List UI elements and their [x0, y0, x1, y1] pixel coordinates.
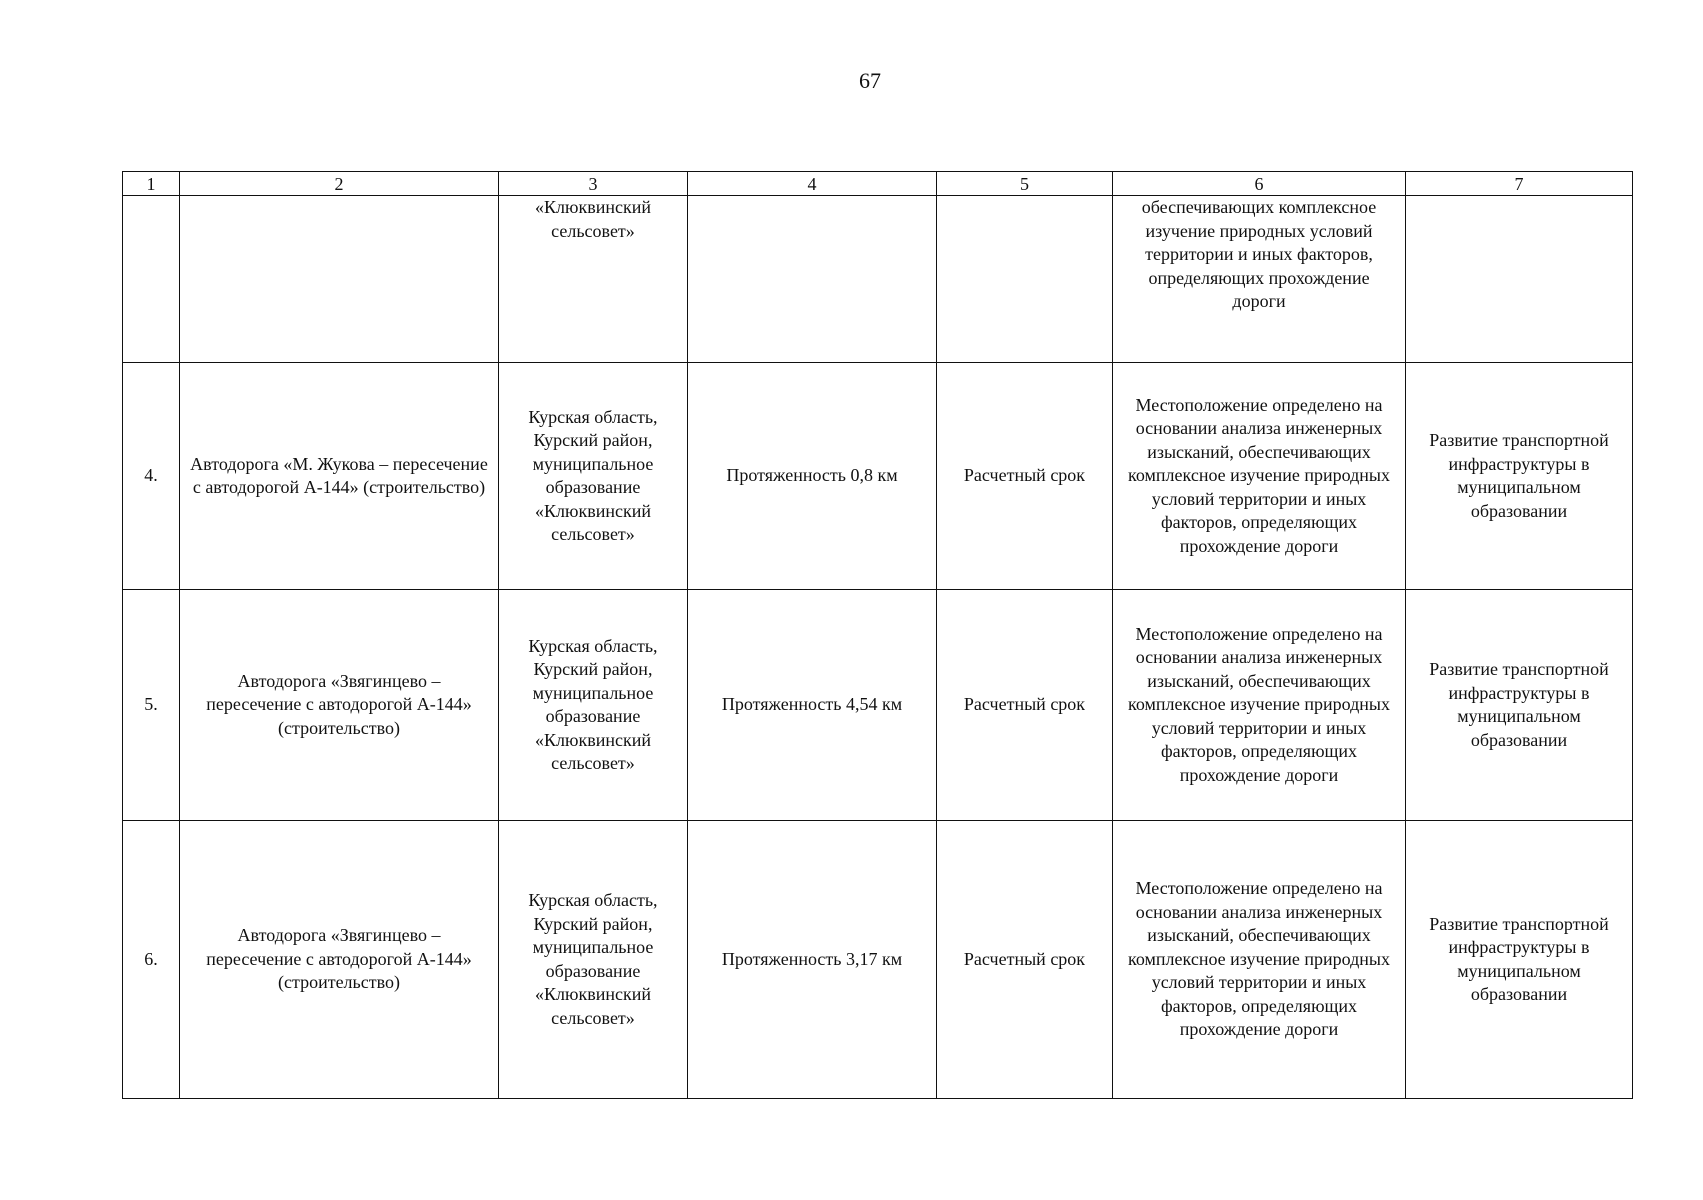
col-header-5: 5	[937, 172, 1113, 196]
planning-table	[122, 171, 1633, 1099]
cell-name: Автодорога «М. Жукова – пересечение с автодорогой А-144» (строительство)	[180, 363, 499, 590]
cell-purpose	[1406, 196, 1633, 363]
continuation-row	[123, 196, 1633, 363]
cell-num: 4.	[123, 363, 180, 590]
cell-name	[180, 196, 499, 363]
col-header-2: 2	[180, 172, 499, 196]
header-row	[123, 172, 1633, 196]
cell-name: Автодорога «Звягинцево – пересечение с автодорогой А-144» (строительство)	[180, 590, 499, 821]
cell-location: «Клюквинский сельсовет»	[499, 196, 688, 363]
cell-location: Курская область, Курский район, муниципальное образование «Клюквинский сельсовет»	[499, 590, 688, 821]
cell-term	[937, 196, 1113, 363]
cell-purpose: Развитие транспортной инфраструктуры в муниципальном образовании	[1406, 821, 1633, 1099]
cell-purpose: Развитие транспортной инфраструктуры в муниципальном образовании	[1406, 363, 1633, 590]
col-header-4: 4	[688, 172, 937, 196]
table-row	[123, 821, 1633, 1099]
cell-num: 5.	[123, 590, 180, 821]
table-row	[123, 590, 1633, 821]
cell-characteristic: Протяженность 4,54 км	[688, 590, 937, 821]
cell-characteristic: Протяженность 0,8 км	[688, 363, 937, 590]
cell-location: Курская область, Курский район, муниципальное образование «Клюквинский сельсовет»	[499, 363, 688, 590]
cell-num: 6.	[123, 821, 180, 1099]
cell-num	[123, 196, 180, 363]
cell-name: Автодорога «Звягинцево – пересечение с автодорогой А-144» (строительство)	[180, 821, 499, 1099]
col-header-7: 7	[1406, 172, 1633, 196]
page-number: 67	[859, 68, 881, 93]
cell-justification: обеспечивающих комплексное изучение природных условий территории и иных факторов, определяющих прохождение дороги	[1113, 196, 1406, 363]
cell-justification: Местоположение определено на основании анализа инженерных изысканий, обеспечивающих комплексное изучение природных условий территории и иных факторов, определяющих прохождение дороги	[1113, 590, 1406, 821]
cell-characteristic: Протяженность 3,17 км	[688, 821, 937, 1099]
cell-term: Расчетный срок	[937, 590, 1113, 821]
cell-justification: Местоположение определено на основании анализа инженерных изысканий, обеспечивающих комплексное изучение природных условий территории и иных факторов, определяющих прохождение дороги	[1113, 363, 1406, 590]
col-header-3: 3	[499, 172, 688, 196]
cell-location: Курская область, Курский район, муниципальное образование «Клюквинский сельсовет»	[499, 821, 688, 1099]
col-header-6: 6	[1113, 172, 1406, 196]
table-row	[123, 363, 1633, 590]
cell-term: Расчетный срок	[937, 363, 1113, 590]
cell-term: Расчетный срок	[937, 821, 1113, 1099]
cell-purpose: Развитие транспортной инфраструктуры в муниципальном образовании	[1406, 590, 1633, 821]
col-header-1: 1	[123, 172, 180, 196]
cell-justification: Местоположение определено на основании анализа инженерных изысканий, обеспечивающих комплексное изучение природных условий территории и иных факторов, определяющих прохождение дороги	[1113, 821, 1406, 1099]
cell-characteristic	[688, 196, 937, 363]
